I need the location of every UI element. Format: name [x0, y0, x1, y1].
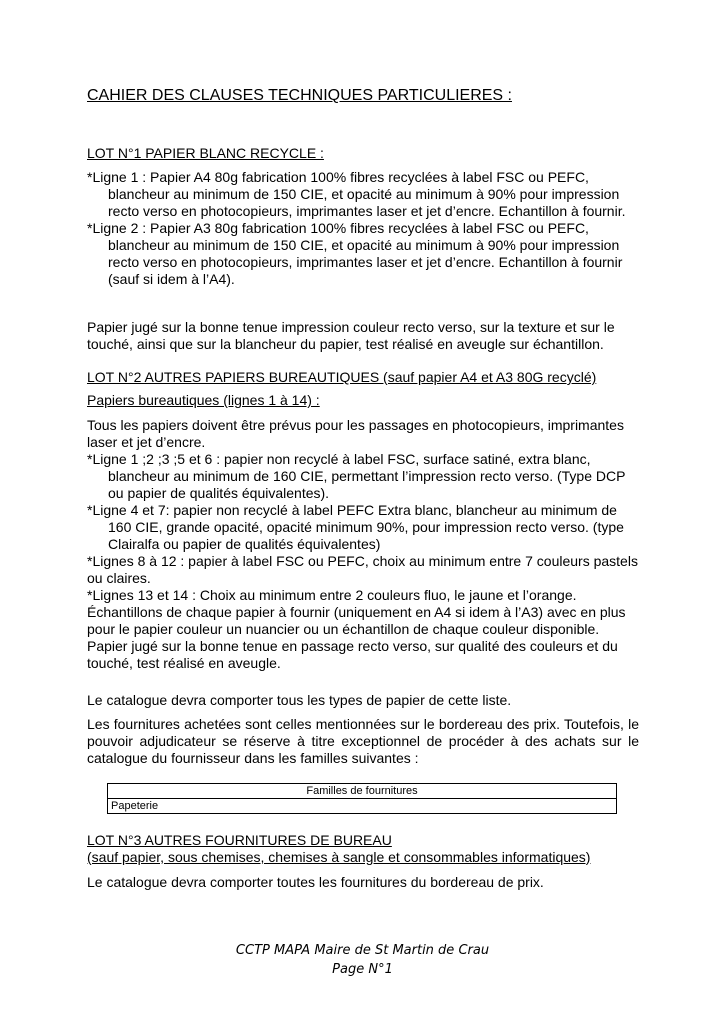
lot3-catalogue: Le catalogue devra comporter toutes les fournitures du bordereau de prix.: [87, 874, 544, 890]
lot2-subheading: Papiers bureautiques (lignes 1 à 14) :: [87, 392, 320, 408]
lot2-line-4: Papier jugé sur la bonne tenue en passage recto verso, sur qualité des couleurs et du touché, test réalisé en aveugle.: [87, 638, 618, 671]
table-row: [108, 799, 617, 814]
lot1-items: [87, 169, 639, 288]
page-footer: [0, 941, 725, 979]
lot2-item-1: *Ligne 1 ;2 ;3 ;5 et 6 : papier non recyclé à label FSC, surface satiné, extra blanc, blancheur au minimum de 160 CIE, permettant l’impression recto verso. (Type DCP ou papier de qualités équivalentes).: [87, 451, 626, 501]
lot2-line-3: Échantillons de chaque papier à fournir (uniquement en A4 si idem à l’A3) avec en plus pour le papier couleur un nuancier ou un échantillon de chaque couleur disponible.: [87, 604, 626, 637]
lot2-catalogue: Le catalogue devra comporter tous les types de papier de cette liste.: [87, 692, 512, 708]
lot2-intro: Tous les papiers doivent être prévus pour les passages en photocopieurs, imprimantes laser et jet d’encre.: [87, 417, 624, 450]
lot1-heading: LOT N°1 PAPIER BLANC RECYCLE :: [87, 145, 324, 161]
table-header-cell: Familles de fournitures: [108, 784, 617, 799]
lot3-heading-line1: LOT N°3 AUTRES FOURNITURES DE BUREAU: [87, 832, 392, 848]
lot2-item-2: *Ligne 4 et 7: papier non recyclé à label PEFC Extra blanc, blancheur au minimum de 160 CIE, grande opacité, opacité minimum 90%, pour impression recto verso. (type Clairalfa ou papier de qualités équivalentes): [87, 502, 624, 552]
lot2-line-1: *Lignes 8 à 12 : papier à label FSC ou PEFC, choix au minimum entre 7 couleurs pastels ou claires.: [87, 553, 638, 586]
lot2-heading: LOT N°2 AUTRES PAPIERS BUREAUTIQUES (sauf papier A4 et A3 80G recyclé): [87, 369, 597, 385]
lot1-item-2: *Ligne 2 : Papier A3 80g fabrication 100% fibres recyclées à label FSC ou PEFC, blancheur au minimum de 150 CIE, et opacité au minimum à 90% pour impression recto verso en photocopieurs, imprimantes laser et jet d’encre. Echantillon à fournir (sauf si idem à l’A4).: [87, 220, 623, 287]
lot2-fournitures: Les fournitures achetées sont celles mentionnées sur le bordereau des prix. Toutefois, le pouvoir adjudicateur se réserve à titre exceptionnel de procéder à des achats sur le catalogue du fournisseur dans les familles suivantes :: [87, 716, 639, 766]
footer-page-number: Page N°1: [332, 962, 393, 977]
lot2-line-2: *Lignes 13 et 14 : Choix au minimum entre 2 couleurs fluo, le jaune et l’orange.: [87, 587, 577, 603]
lot2-body: [87, 417, 639, 672]
footer-line-1: CCTP MAPA Maire de St Martin de Crau: [235, 943, 490, 958]
table-cell: Papeterie: [108, 799, 617, 814]
table-header-row: [108, 784, 617, 799]
familles-table: [107, 783, 617, 814]
lot1-note: Papier jugé sur la bonne tenue impression couleur recto verso, sur la texture et sur le touché, ainsi que sur la blancheur du papier, test réalisé en aveugle sur échantillon.: [87, 319, 615, 352]
document-title: CAHIER DES CLAUSES TECHNIQUES PARTICULIERES :: [87, 87, 512, 104]
lot3-heading-line2: (sauf papier, sous chemises, chemises à sangle et consommables informatiques): [87, 849, 591, 865]
lot1-item-1: *Ligne 1 : Papier A4 80g fabrication 100% fibres recyclées à label FSC ou PEFC, blancheur au minimum de 150 CIE, et opacité au minimum à 90% pour impression recto verso en photocopieurs, imprimantes laser et jet d’encre. Echantillon à fournir.: [87, 169, 626, 219]
